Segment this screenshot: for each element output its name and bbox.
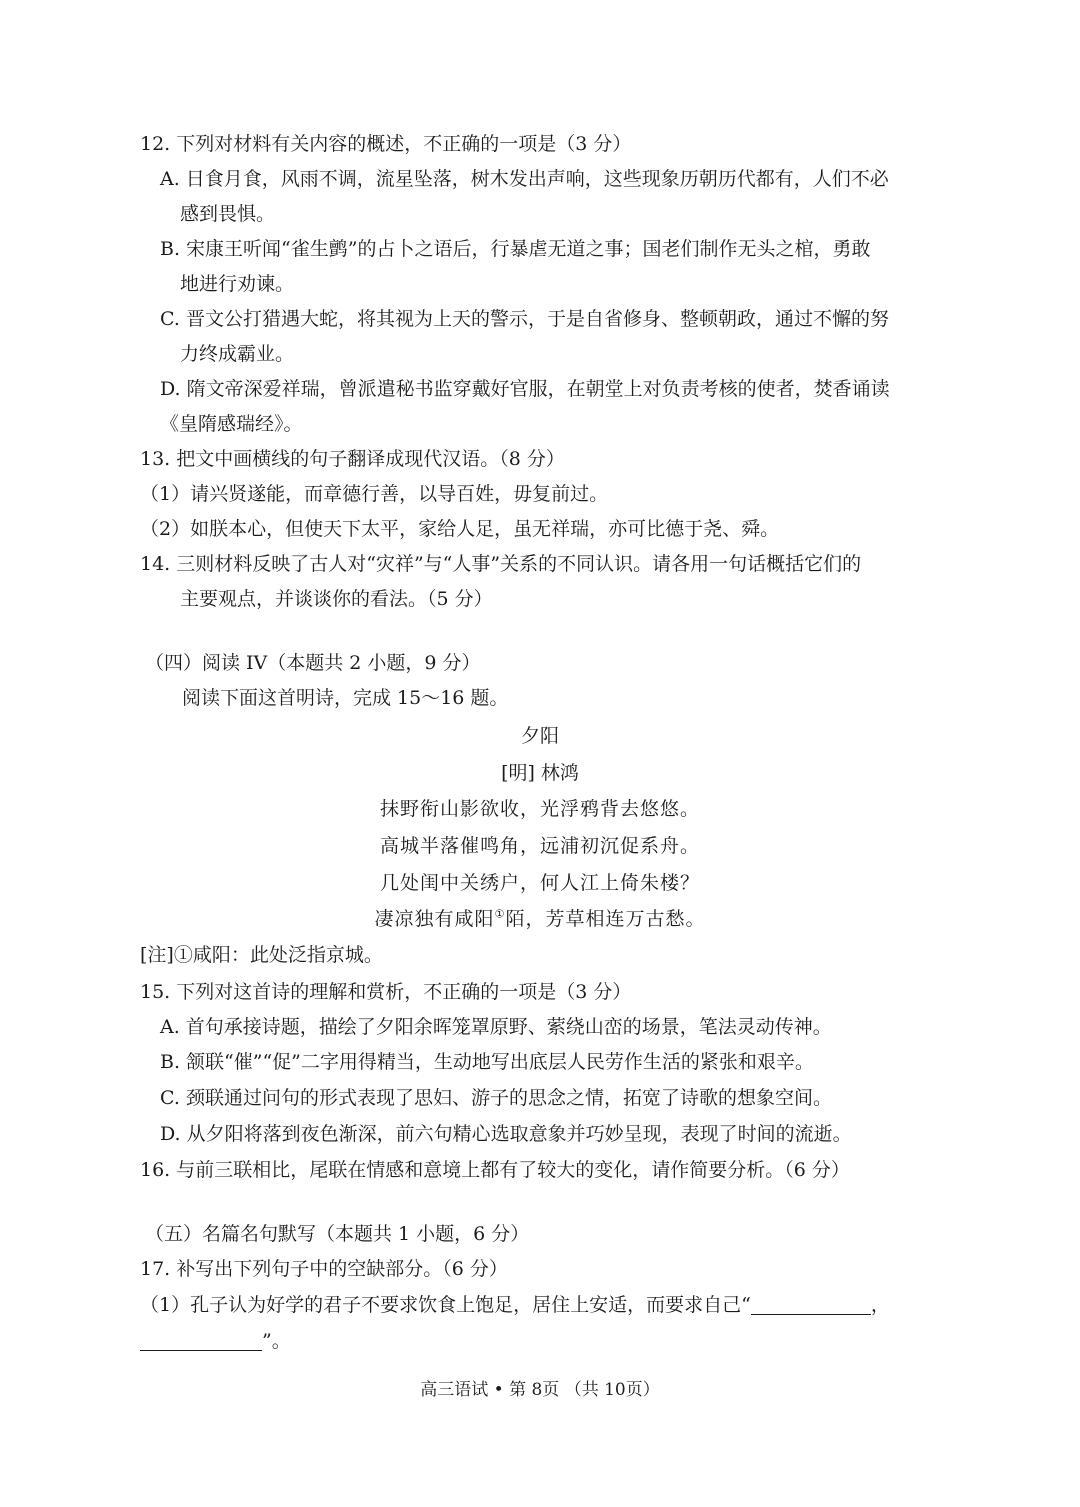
section4-intro: 阅读下面这首明诗，完成 15～16 题。 xyxy=(182,687,509,709)
q16-stem: 16. 与前三联相比，尾联在情感和意境上都有了较大的变化，请作简要分析。（6 分） xyxy=(140,1159,850,1181)
q12-option-b: B. 宋康王听闻“雀生鹯”的占卜之语后，行暴虐无道之事；国老们制作无头之棺，勇敢 xyxy=(160,238,871,260)
q17-sentence-1-end: ”。 xyxy=(262,1330,291,1352)
footnote-marker: ① xyxy=(494,907,506,921)
poem-line-4-part-a: 凄凉独有咸阳 xyxy=(374,908,495,930)
q12-stem: 12. 下列对材料有关内容的概述，不正确的一项是（3 分） xyxy=(140,133,632,155)
q13-sentence-1: （1）请兴贤遂能，而章德行善，以导百姓，毋复前过。 xyxy=(140,483,609,505)
q12-option-b-cont: 地进行劝谏。 xyxy=(180,273,295,295)
section5-header: （五）名篇名句默写（本题共 1 小题，6 分） xyxy=(145,1223,530,1245)
q17-comma: ， xyxy=(870,1294,890,1316)
fill-in-blank-1[interactable] xyxy=(751,1296,871,1315)
q13-sentence-2: （2）如朕本心，但使天下太平，家给人足，虽无祥瑞，亦可比德于尧、舜。 xyxy=(140,518,780,540)
q15-option-d: D. 从夕阳将落到夜色渐深，前六句精心选取意象并巧妙呈现，表现了时间的流逝。 xyxy=(160,1123,852,1145)
poem-line-2: 高城半落催鸣角，远浦初沉促系舟。 xyxy=(379,835,700,857)
poem-line-4 xyxy=(0,907,1080,930)
q13-stem: 13. 把文中画横线的句子翻译成现代汉语。（8 分） xyxy=(140,448,565,470)
q15-stem: 15. 下列对这首诗的理解和赏析，不正确的一项是（3 分） xyxy=(140,981,632,1003)
q12-option-c-cont: 力终成霸业。 xyxy=(180,343,295,365)
q15-option-b: B. 颔联“催”“促”二字用得精当，生动地写出底层人民劳作生活的紧张和艰辛。 xyxy=(160,1051,814,1073)
poem-line-3: 几处闺中关绣户，何人江上倚朱楼？ xyxy=(379,872,700,894)
poem-line-1: 抹野衔山影欲收，光浮鸦背去悠悠。 xyxy=(379,798,700,820)
q17-sentence-1-text: （1）孔子认为好学的君子不要求饮食上饱足，居住上安适，而要求自己“ xyxy=(140,1294,751,1316)
q12-option-d-cont: 《皇隋感瑞经》。 xyxy=(160,413,303,435)
q15-option-c: C. 颈联通过问句的形式表现了思妇、游子的思念之情，拓宽了诗歌的想象空间。 xyxy=(160,1087,832,1109)
poem-note: [注]①咸阳：此处泛指京城。 xyxy=(140,944,383,966)
q15-option-a: A. 首句承接诗题，描绘了夕阳余晖笼罩原野、萦绕山峦的场景，笔法灵动传神。 xyxy=(160,1016,832,1038)
poem-author: [明] 林鸿 xyxy=(501,762,579,784)
page-footer: 高三语试 • 第 8页 （共 10页） xyxy=(420,1380,660,1400)
poem-title: 夕阳 xyxy=(520,725,559,747)
q12-option-a: A. 日食月食，风雨不调，流星坠落，树木发出声响，这些现象历朝历代都有，人们不必 xyxy=(160,168,889,190)
q17-stem: 17. 补写出下列句子中的空缺部分。（6 分） xyxy=(140,1258,508,1280)
q17-sentence-1-cont xyxy=(140,1332,291,1351)
fill-in-blank-2[interactable] xyxy=(140,1332,262,1351)
q14-stem-cont: 主要观点，并谈谈你的看法。（5 分） xyxy=(180,588,493,610)
q14-stem: 14. 三则材料反映了古人对“灾祥”与“人事”关系的不同认识。请各用一句话概括它们的 xyxy=(140,553,862,575)
q12-option-c: C. 晋文公打猎遇大蛇，将其视为上天的警示，于是自省修身、整顿朝政，通过不懈的努 xyxy=(160,308,889,330)
poem-line-4-part-b: 陌，芳草相连万古愁。 xyxy=(505,908,706,930)
q12-option-a-cont: 感到畏惧。 xyxy=(180,203,276,225)
q17-sentence-1 xyxy=(140,1296,890,1315)
q12-option-d: D. 隋文帝深爱祥瑞，曾派遣秘书监穿戴好官服，在朝堂上对负责考核的使者，焚香诵读 xyxy=(160,378,890,400)
section4-header: （四）阅读 IV（本题共 2 小题，9 分） xyxy=(145,652,481,674)
